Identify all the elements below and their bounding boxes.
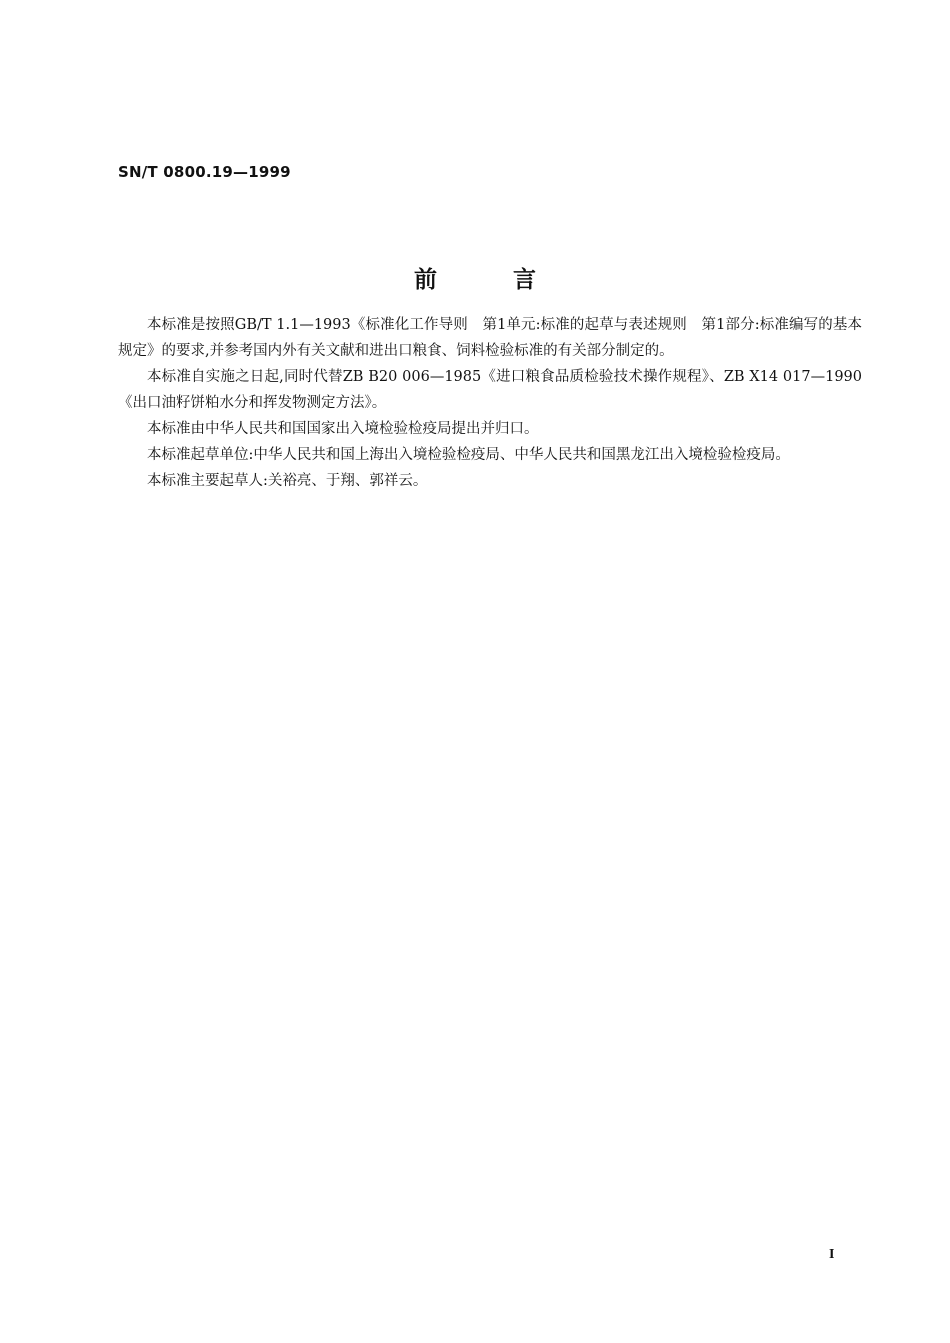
paragraph-replacement: 本标准自实施之日起,同时代替ZB B20 006—1985《进口粮食品质检验技术操作规程》、ZB X14 017—1990《出口油籽饼粕水分和挥发物测定方法》。 — [118, 369, 862, 411]
standard-code: SN/T 0800.19—1999 — [118, 163, 291, 181]
paragraph-proposer: 本标准由中华人民共和国国家出入境检验检疫局提出并归口。 — [147, 421, 539, 437]
page-title: 前言 — [414, 267, 612, 293]
paragraph-drafters: 本标准主要起草人:关裕亮、于翔、郭祥云。 — [147, 473, 428, 489]
paragraph-drafting-basis: 本标准是按照GB/T 1.1—1993《标准化工作导则 第1单元:标准的起草与表述规则 第1部分:标准编写的基本规定》的要求,并参考国内外有关文献和进出口粮食、饲料检验标准的有关部分制定的。 — [118, 317, 862, 359]
page-number: I — [829, 1247, 835, 1262]
paragraph-drafting-units: 本标准起草单位:中华人民共和国上海出入境检验检疫局、中华人民共和国黑龙江出入境检验检疫局。 — [147, 447, 790, 463]
document-body — [118, 312, 862, 494]
